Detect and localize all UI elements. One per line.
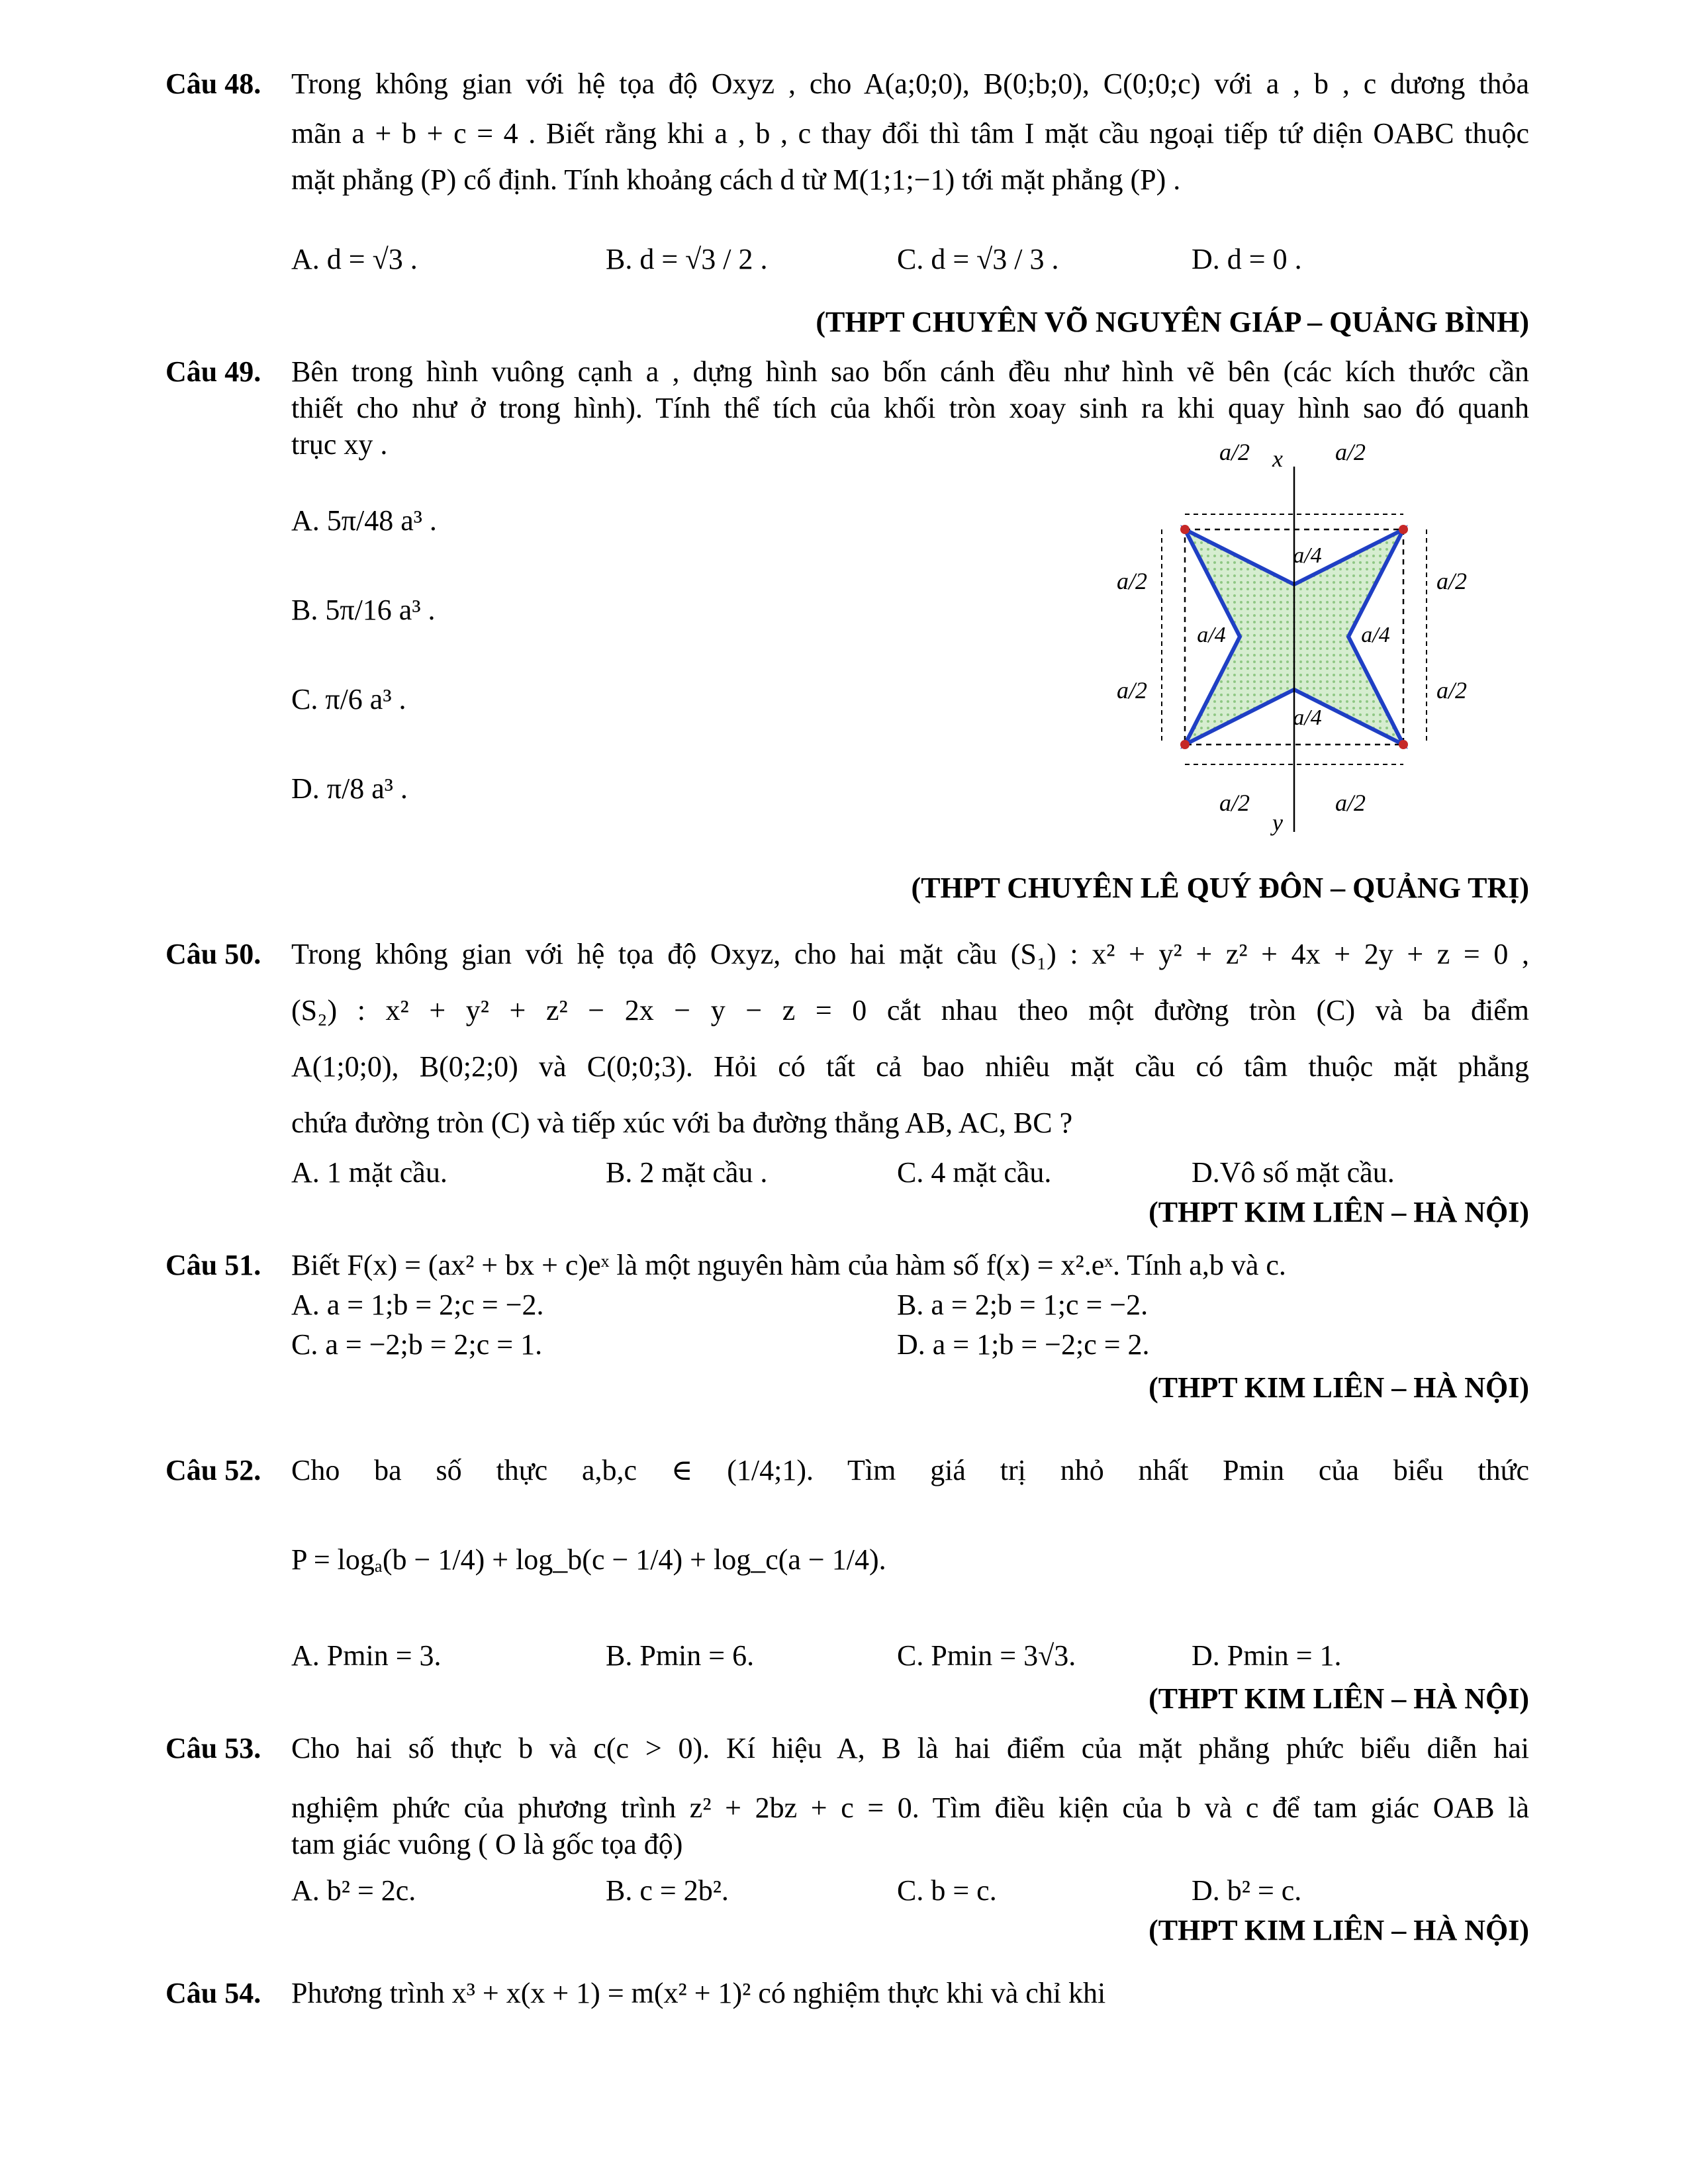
question-line: chứa đường tròn (C) và tiếp xúc với ba đường thẳng AB, AC, BC ? (291, 1107, 1073, 1139)
question-number: Câu 48. (165, 68, 261, 100)
source-label: (THPT KIM LIÊN – HÀ NỘI) (1149, 1196, 1529, 1228)
question-line: Trong không gian với hệ tọa độ Oxyz , cho A(a;0;0), B(0;b;0), C(0;0;c) với a , b , c dương thỏa (291, 68, 1529, 100)
option-c: C. 4 mặt cầu. (897, 1156, 1052, 1189)
vertex-dot (1399, 525, 1408, 534)
option-a: A. d = √3 . (291, 243, 418, 275)
source-label: (THPT KIM LIÊN – HÀ NỘI) (1149, 1682, 1529, 1715)
question-number: Câu 54. (165, 1977, 261, 2009)
dim-label: a/2 (1116, 568, 1148, 594)
source-label: (THPT CHUYÊN LÊ QUÝ ĐÔN – QUẢNG TRỊ) (911, 872, 1529, 904)
question-line: (S₂) : x² + y² + z² − 2x − y − z = 0 cắt nhau theo một đường tròn (C) và ba điểm (291, 994, 1529, 1026)
dim-label: a/2 (1436, 677, 1468, 704)
source-label: (THPT KIM LIÊN – HÀ NỘI) (1149, 1914, 1529, 1946)
option-c: C. b = c. (897, 1874, 997, 1907)
dim-label: a/4 (1197, 623, 1226, 647)
dim-label: a/4 (1293, 705, 1322, 730)
question-number: Câu 52. (165, 1454, 261, 1486)
question-line: Trong không gian với hệ tọa độ Oxyz, cho hai mặt cầu (S₁) : x² + y² + z² + 4x + 2y + z = 0 , (291, 938, 1529, 970)
source-label: (THPT KIM LIÊN – HÀ NỘI) (1149, 1371, 1529, 1404)
option-b: B. Pmin = 6. (606, 1639, 755, 1672)
dim-label: a/2 (1116, 677, 1148, 704)
option-d: D. a = 1;b = −2;c = 2. (897, 1328, 1150, 1361)
option-a: A. 5π/48 a³ . (291, 504, 437, 537)
option-d: D. Pmin = 1. (1192, 1639, 1342, 1672)
vertex-dot (1399, 740, 1408, 749)
question-line: tam giác vuông ( O là gốc tọa độ) (291, 1828, 683, 1860)
question-line: mặt phẳng (P) cố định. Tính khoảng cách d từ M(1;1;−1) tới mặt phẳng (P) . (291, 163, 1181, 196)
dim-label: a/4 (1293, 543, 1322, 568)
question-line: Cho hai số thực b và c(c > 0). Kí hiệu A, B là hai điểm của mặt phẳng phức biểu diễn hai (291, 1732, 1529, 1764)
option-a: A. Pmin = 3. (291, 1639, 442, 1672)
question-number: Câu 49. (165, 355, 261, 388)
dim-label: a/2 (1436, 568, 1468, 594)
option-a: A. a = 1;b = 2;c = −2. (291, 1289, 544, 1321)
axis-label-x: x (1272, 445, 1283, 472)
dim-label: a/2 (1335, 439, 1366, 465)
option-b: B. c = 2b². (606, 1874, 729, 1907)
question-line: trục xy . (291, 428, 388, 461)
dim-label: a/2 (1335, 790, 1366, 816)
option-c: C. a = −2;b = 2;c = 1. (291, 1328, 543, 1361)
question-line: P = logₐ(b − 1/4) + log_b(c − 1/4) + log_c(a − 1/4). (291, 1543, 886, 1576)
question-number: Câu 50. (165, 938, 261, 970)
question-number: Câu 53. (165, 1732, 261, 1764)
dim-label: a/4 (1361, 623, 1390, 647)
question-line: Phương trình x³ + x(x + 1) = m(x² + 1)² có nghiệm thực khi và chỉ khi (291, 1977, 1106, 2009)
vertex-dot (1180, 525, 1190, 534)
option-b: B. a = 2;b = 1;c = −2. (897, 1289, 1149, 1321)
option-d: D. π/8 a³ . (291, 772, 408, 805)
option-c: C. π/6 a³ . (291, 683, 406, 715)
question-line: nghiệm phức của phương trình z² + 2bz + c = 0. Tìm điều kiện của b và c để tam giác OAB là (291, 1792, 1529, 1824)
option-b: B. d = √3 / 2 . (606, 243, 768, 275)
option-b: B. 2 mặt cầu . (606, 1156, 768, 1189)
question-line: thiết cho như ở trong hình). Tính thể tích của khối tròn xoay sinh ra khi quay hình sao đó quanh (291, 392, 1529, 424)
option-c: C. Pmin = 3√3. (897, 1639, 1076, 1672)
question-line: mãn a + b + c = 4 . Biết rằng khi a , b , c thay đổi thì tâm I mặt cầu ngoại tiếp tứ diện OABC thuộc (291, 117, 1529, 150)
question-line: Biết F(x) = (ax² + bx + c)eˣ là một nguyên hàm của hàm số f(x) = x².eˣ. Tính a,b và c. (291, 1249, 1286, 1281)
option-a: A. 1 mặt cầu. (291, 1156, 447, 1189)
option-c: C. d = √3 / 3 . (897, 243, 1059, 275)
vertex-dot (1180, 740, 1190, 749)
option-a: A. b² = 2c. (291, 1874, 416, 1907)
dim-label: a/2 (1219, 790, 1250, 816)
question-line: Bên trong hình vuông cạnh a , dựng hình sao bốn cánh đều như hình vẽ bên (các kích thước cần (291, 355, 1529, 388)
question-line: A(1;0;0), B(0;2;0) và C(0;0;3). Hỏi có tất cả bao nhiêu mặt cầu có tâm thuộc mặt phẳng (291, 1050, 1529, 1083)
option-d: D. d = 0 . (1192, 243, 1302, 275)
axis-label-y: y (1272, 809, 1283, 836)
source-label: (THPT CHUYÊN VÕ NGUYÊN GIÁP – QUẢNG BÌNH) (816, 306, 1529, 338)
option-d: D.Vô số mặt cầu. (1192, 1156, 1395, 1189)
dim-label: a/2 (1219, 439, 1250, 465)
question-number: Câu 51. (165, 1249, 261, 1281)
option-d: D. b² = c. (1192, 1874, 1302, 1907)
option-b: B. 5π/16 a³ . (291, 594, 436, 626)
star-figure (966, 439, 1468, 837)
question-line: Cho ba số thực a,b,c ∈ (1/4;1). Tìm giá trị nhỏ nhất Pmin của biểu thức (291, 1454, 1529, 1486)
